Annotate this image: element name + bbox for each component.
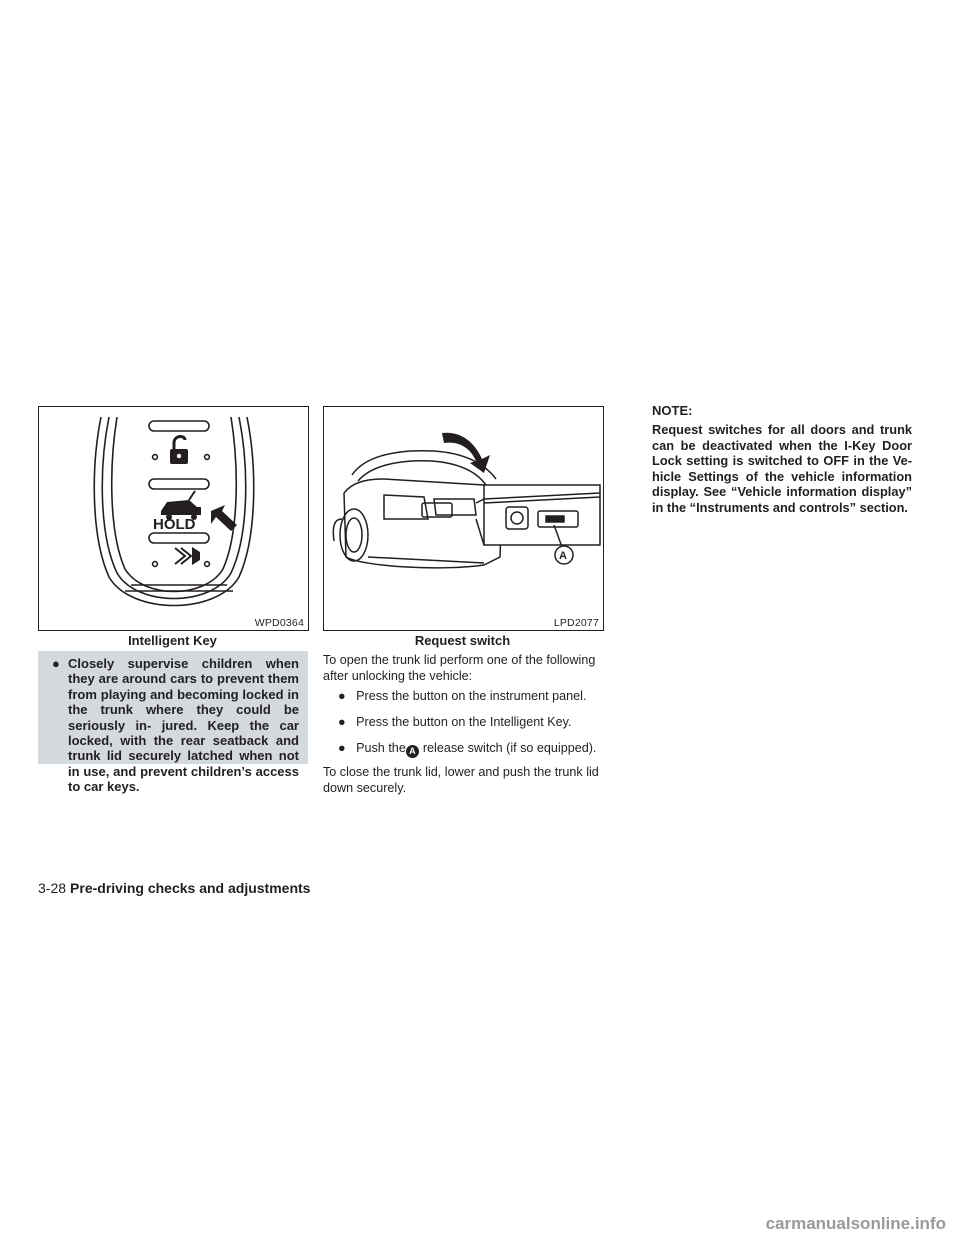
figure-code: WPD0364 (254, 617, 304, 629)
intelligent-key-illustration (39, 407, 308, 630)
bullet-text: Press the button on the Intelligent Key. (356, 715, 572, 729)
page-footer (38, 880, 310, 896)
unlock-icon (170, 437, 188, 464)
hold-label: HOLD (153, 516, 196, 533)
watermark: carmanualsonline.info (765, 1214, 946, 1233)
request-switch-figure (323, 406, 604, 631)
intelligent-key-figure (38, 406, 309, 631)
pointer-arrow-icon (211, 505, 237, 531)
push-prefix-text: Push the (356, 741, 406, 755)
bullet-text: Press the button on the instrument panel. (356, 689, 587, 703)
push-suffix-text: release switch (if so equipped). (422, 741, 597, 755)
bullet-dot: ● (338, 715, 346, 729)
callout-label: A (559, 550, 567, 562)
figure-caption: Intelligent Key (128, 633, 217, 648)
bullet-item (338, 714, 572, 730)
bullet-dot: ● (52, 656, 60, 671)
callout-a-badge: A (406, 745, 419, 758)
figure-caption: Request switch (414, 633, 511, 648)
note-heading: NOTE: (652, 403, 693, 418)
panic-alarm-icon (175, 547, 200, 565)
section-title: Pre-driving checks and adjustments (70, 880, 311, 896)
warning-text: Closely supervise children when they are around cars to prevent them from playing and becoming locked in the trunk where they could be seriously in- jured. Keep the car locked, with the rear seatback and trunk lid securely latched when not in use, and prevent children’s access to car keys. (68, 656, 299, 795)
figure-code: LPD2077 (553, 617, 599, 629)
note-text: Request switches for all doors and trunk can be deactivated when the I-Key Door Lock setting is switched to OFF in the Ve- hicle Settings of the vehicle information display. See “Vehicle information display” in the “Instruments and controls” section. (652, 422, 912, 515)
open-intro-text: To open the trunk lid perform one of the following after unlocking the vehicle: (323, 653, 596, 683)
warning-item (52, 656, 299, 795)
page-number: 3-28 (38, 880, 67, 896)
trunk-request-switch-illustration (324, 407, 603, 630)
warning-box (38, 651, 308, 795)
bullet-dot: ● (338, 689, 346, 703)
close-instructions-text: To close the trunk lid, lower and push the trunk lid down securely. (323, 765, 599, 795)
bullet-dot: ● (338, 741, 346, 755)
bullet-item (338, 740, 596, 758)
bullet-item (338, 688, 586, 704)
